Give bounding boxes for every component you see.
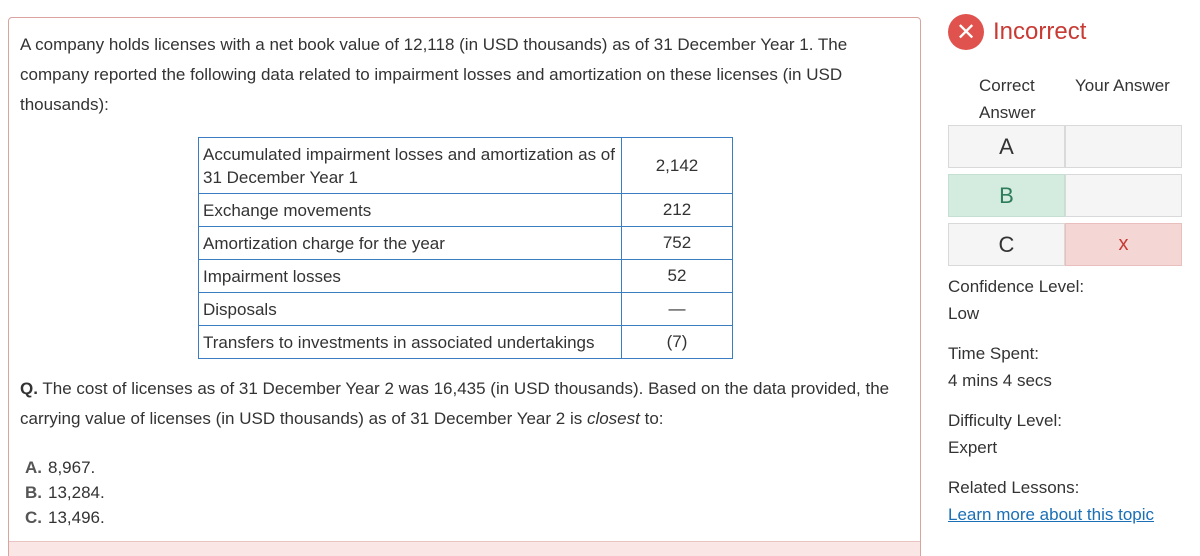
your-cell	[1065, 174, 1182, 217]
question-suffix: to:	[639, 409, 664, 428]
question-stem: A company holds licenses with a net book value of 12,118 (in USD thousands) as of 31 December Year 1. The company reported the following data related to impairment losses and amortization on these licenses (in USD thousands):	[20, 35, 848, 114]
lessons-label: Related Lessons:	[948, 478, 1080, 497]
your-answer-header: Your Answer	[1075, 76, 1170, 95]
table-row	[199, 260, 733, 293]
table-cell-label: Accumulated impairment losses and amortization as of 31 December Year 1	[199, 138, 622, 194]
question-prefix: Q.	[20, 379, 38, 398]
answer-row-c	[948, 223, 1182, 266]
choice-a[interactable]	[25, 455, 105, 480]
your-cell-wrong: x	[1065, 223, 1182, 266]
time-value: 4 mins 4 secs	[948, 371, 1052, 390]
result-label: Incorrect	[993, 18, 1087, 45]
table-cell-label: Exchange movements	[199, 194, 622, 227]
table-row	[199, 326, 733, 359]
question-prompt	[20, 374, 910, 434]
choice-text: 8,967.	[48, 458, 96, 477]
question-text: The cost of licenses as of 31 December Year 2 was 16,435 (in USD thousands). Based on the data provided, the carrying value of licenses (in USD thousands) as of 31 December Year 2 is	[20, 379, 890, 428]
lessons-link[interactable]: Learn more about this topic	[948, 505, 1155, 524]
choice-b[interactable]	[25, 480, 105, 505]
confidence-value: Low	[948, 304, 980, 323]
correct-answer-header: Correct Answer	[979, 76, 1036, 122]
difficulty-label: Difficulty Level:	[948, 411, 1063, 430]
table-row	[199, 293, 733, 326]
choice-letter: B.	[25, 483, 42, 502]
data-table	[198, 137, 733, 359]
table-cell-value: —	[622, 293, 733, 326]
table-cell-label: Amortization charge for the year	[199, 227, 622, 260]
table-row	[199, 138, 733, 194]
choice-text: 13,496.	[48, 508, 105, 527]
table-cell-label: Impairment losses	[199, 260, 622, 293]
time-label: Time Spent:	[948, 344, 1040, 363]
table-cell-value: 52	[622, 260, 733, 293]
choice-letter: C.	[25, 508, 42, 527]
correct-cell: C	[948, 223, 1065, 266]
question-footer-bar	[9, 541, 920, 556]
confidence-section	[948, 273, 1084, 327]
question-panel	[8, 17, 921, 556]
answer-row-b	[948, 174, 1182, 217]
table-cell-label: Transfers to investments in associated undertakings	[199, 326, 622, 359]
table-cell-value: 212	[622, 194, 733, 227]
time-section	[948, 340, 1052, 394]
result-status	[948, 14, 1086, 50]
confidence-label: Confidence Level:	[948, 277, 1085, 296]
table-row	[199, 194, 733, 227]
difficulty-section	[948, 407, 1062, 461]
table-cell-value: (7)	[622, 326, 733, 359]
correct-cell-highlighted: B	[948, 174, 1065, 217]
choice-text: 13,284.	[48, 483, 105, 502]
result-sidebar	[948, 0, 1200, 556]
correct-cell: A	[948, 125, 1065, 168]
choice-c[interactable]	[25, 505, 105, 530]
answer-row-a	[948, 125, 1182, 168]
table-cell-value: 2,142	[622, 138, 733, 194]
your-cell	[1065, 125, 1182, 168]
table-row	[199, 227, 733, 260]
lessons-section	[948, 474, 1154, 528]
question-emphasis: closest	[586, 409, 640, 428]
answer-choices	[25, 455, 105, 530]
difficulty-value: Expert	[948, 438, 998, 457]
table-cell-label: Disposals	[199, 293, 622, 326]
table-cell-value: 752	[622, 227, 733, 260]
choice-letter: A.	[25, 458, 42, 477]
incorrect-icon: ✕	[948, 14, 984, 50]
